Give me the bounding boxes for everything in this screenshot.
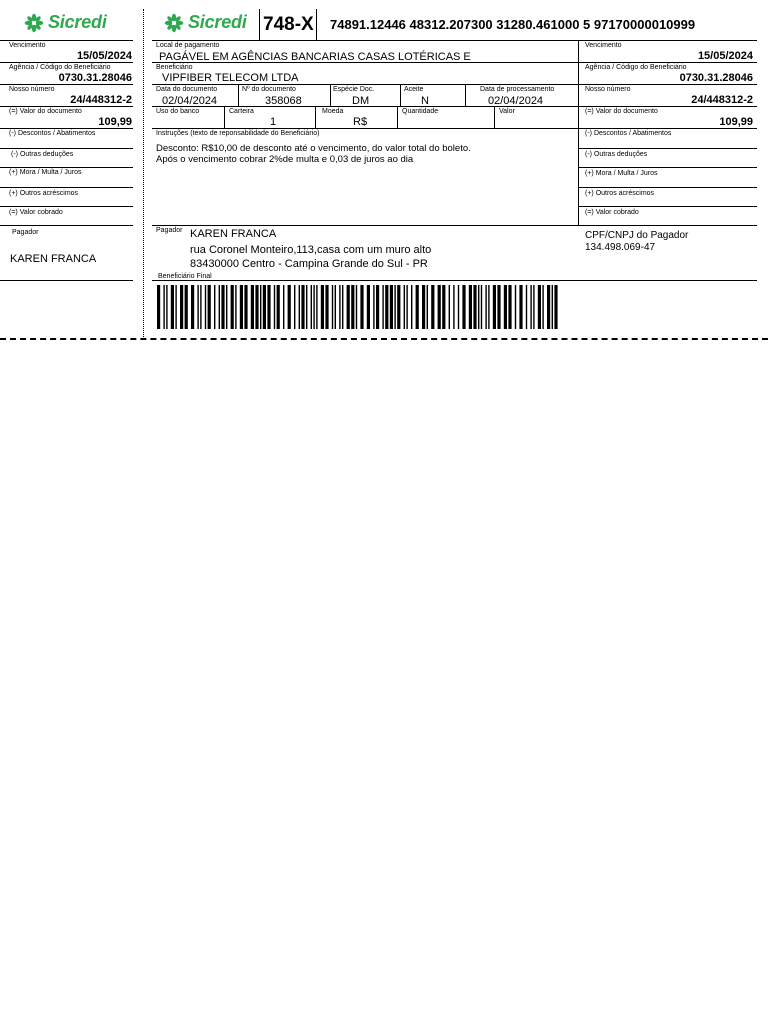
right-agencia: 0730.31.28046 [679, 72, 753, 84]
receipt-descontos-label: (-) Descontos / Abatimentos [9, 130, 96, 137]
right-nosso-numero-label: Nosso número [585, 86, 631, 93]
receipt-valor-doc: 109,99 [98, 116, 132, 128]
beneficiario-label: Beneficiário [156, 64, 193, 71]
data-processamento-label: Data de processamento [480, 86, 555, 93]
right-vencimento: 15/05/2024 [697, 50, 753, 62]
receipt-nosso-numero-label: Nosso número [9, 86, 55, 93]
right-valor-doc: 109,99 [719, 116, 753, 128]
receipt-agencia: 0730.31.28046 [58, 72, 132, 84]
sicredi-flower-icon [164, 13, 184, 33]
sicredi-flower-icon [24, 13, 44, 33]
receipt-separator [143, 9, 144, 339]
receipt-valor-doc-label: (=) Valor do documento [9, 108, 82, 115]
moeda-label: Moeda [322, 108, 344, 115]
receipt-pagador-label: Pagador [12, 229, 39, 236]
receipt-pagador: KAREN FRANCA [10, 253, 97, 265]
quantidade-label: Quantidade [402, 108, 439, 115]
receipt-valor-cobrado-label: (=) Valor cobrado [9, 209, 63, 216]
pagador-label: Pagador [156, 227, 183, 234]
especie-doc: DM [352, 95, 370, 107]
right-outras-deducoes-label: (-) Outras deduções [585, 151, 648, 158]
num-documento: 358068 [265, 95, 302, 107]
receipt-agencia-label: Agência / Código do Beneficiário [9, 64, 111, 71]
data-documento-label: Data do documento [156, 86, 218, 93]
uso-banco-label: Uso do banco [156, 108, 200, 115]
local-pagamento: PAGÁVEL EM AGÊNCIAS BANCARIAS CASAS LOTÉRICAS E [159, 51, 471, 63]
pagador-nome: KAREN FRANCA [190, 228, 277, 240]
valor-label: Valor [499, 108, 515, 115]
receipt-outros-acrescimos-label: (+) Outros acréscimos [9, 190, 79, 197]
receipt-mora-label: (+) Mora / Multa / Juros [9, 169, 82, 176]
sicredi-logo-receipt [24, 12, 107, 33]
divider [259, 9, 260, 40]
right-descontos-label: (-) Descontos / Abatimentos [585, 130, 672, 137]
sicredi-logo-text: Sicredi [188, 12, 247, 32]
data-documento: 02/04/2024 [162, 95, 218, 107]
sicredi-logo-text: Sicredi [48, 12, 107, 32]
beneficiario-final-label: Beneficiário Final [158, 273, 212, 280]
right-valor-doc-label: (=) Valor do documento [585, 108, 658, 115]
right-vencimento-label: Vencimento [585, 42, 622, 49]
local-pagamento-label: Local de pagamento [156, 42, 220, 49]
receipt-outras-deducoes-label: (-) Outras deduções [11, 151, 74, 158]
bank-code: 748-X [263, 14, 314, 35]
divider [316, 9, 317, 40]
pagador-endereco: rua Coronel Monteiro,113,casa com um muro alto [190, 244, 432, 256]
receipt-nosso-numero: 24/448312-2 [70, 94, 132, 106]
right-valor-cobrado-label: (=) Valor cobrado [585, 209, 639, 216]
instrucao-1: Desconto: R$10,00 de desconto até o vencimento, do valor total do boleto. [156, 143, 471, 154]
barcode [157, 285, 559, 329]
data-processamento: 02/04/2024 [488, 95, 544, 107]
instrucoes-label: Instruções (texto de reponsabilidade do Beneficiário) [156, 130, 320, 137]
moeda: R$ [353, 116, 368, 128]
carteira-label: Carteira [229, 108, 254, 115]
beneficiario: VIPFIBER TELECOM LTDA [162, 72, 299, 84]
receipt-vencimento: 15/05/2024 [76, 50, 132, 62]
carteira: 1 [270, 116, 277, 128]
pagador-cidade: 83430000 Centro - Campina Grande do Sul - PR [190, 258, 428, 270]
instrucao-2: Após o vencimento cobrar 2%de multa e 0,03 de juros ao dia [156, 154, 414, 165]
sicredi-logo-main [164, 12, 247, 33]
right-agencia-label: Agência / Código do Beneficiário [585, 64, 687, 71]
right-nosso-numero: 24/448312-2 [691, 94, 753, 106]
num-documento-label: Nº do documento [242, 86, 296, 93]
aceite: N [421, 95, 429, 107]
cpf: 134.498.069-47 [585, 242, 656, 253]
aceite-label: Aceite [404, 86, 424, 93]
especie-doc-label: Espécie Doc. [333, 86, 375, 93]
right-outros-acrescimos-label: (+) Outros acréscimos [585, 190, 655, 197]
right-mora-label: (+) Mora / Multa / Juros [585, 170, 658, 177]
cut-line [0, 338, 768, 340]
digitable-line: 74891.12446 48312.207300 31280.461000 5 97170000010999 [330, 17, 696, 32]
receipt-vencimento-label: Vencimento [9, 42, 46, 49]
cpf-label: CPF/CNPJ do Pagador [585, 230, 689, 241]
